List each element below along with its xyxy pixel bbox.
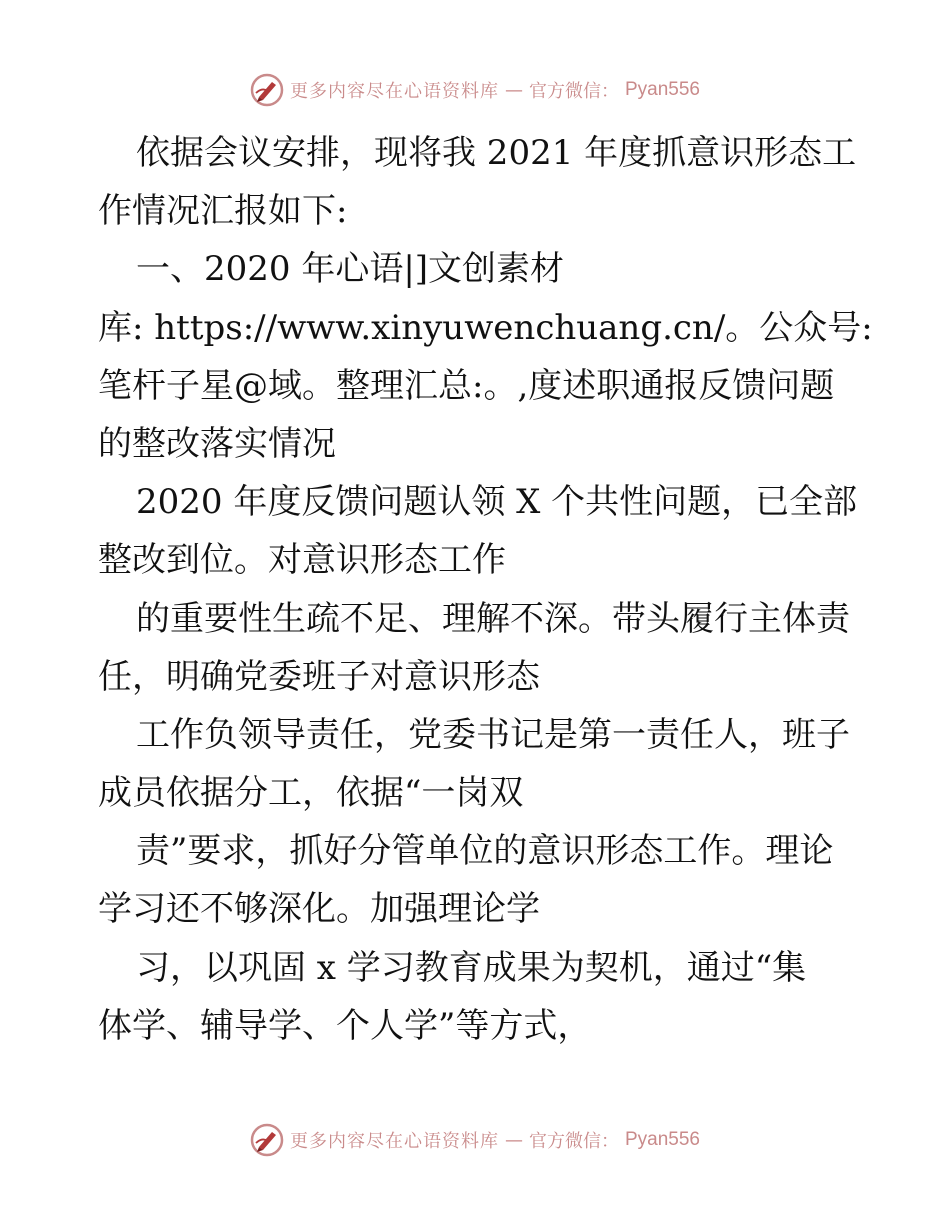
section-heading-line: 一、2020 年心语|]文创素材 — [136, 249, 565, 290]
paragraph-line: 习，以巩固 x 学习教育成果为契机，通过“集 — [136, 947, 807, 988]
paragraph-line: 工作负领导责任，党委书记是第一责任人，班子 — [136, 714, 850, 755]
header-watermark — [0, 70, 950, 110]
watermark-brand-text: 更多内容尽在心语资料库 — [289, 81, 499, 102]
watermark-brand-text: 更多内容尽在心语资料库 — [289, 1131, 499, 1152]
watermark-dash: — — [504, 79, 523, 101]
paragraph-line: 任，明确党委班子对意识形态 — [98, 656, 540, 697]
paragraph-line: 作情况汇报如下: — [98, 191, 348, 232]
url-line: 库: https://www.xinyuwenchuang.cn/。公众号: — [98, 307, 873, 348]
footer-watermark — [0, 1120, 950, 1160]
paragraph-line: 成员依据分工，依据“一岗双 — [98, 773, 524, 814]
paragraph-line: 依据会议安排，现将我 2021 年度抓意识形态工 — [136, 133, 857, 173]
brush-pen-logo-icon — [250, 1123, 284, 1157]
watermark-code: Pyan556 — [624, 79, 700, 100]
paragraph-line: 体学、辅导学、个人学”等方式， — [98, 1005, 592, 1046]
paragraph-line: 的整改落实情况 — [98, 423, 336, 464]
paragraph-line: 笔杆子星@域。整理汇总:。,度述职通报反馈问题 — [98, 365, 835, 406]
paragraph-line: 责”要求，抓好分管单位的意识形态工作。理论 — [136, 831, 834, 872]
watermark-dash: — — [504, 1129, 523, 1151]
watermark-code: Pyan556 — [624, 1129, 700, 1150]
paragraph-line: 的重要性生疏不足、理解不深。带头履行主体责 — [136, 598, 850, 639]
watermark-label: 官方微信： — [528, 1131, 619, 1152]
brush-pen-logo-icon — [250, 73, 284, 107]
paragraph-line: 整改到位。对意识形态工作 — [98, 540, 506, 581]
document-body — [98, 124, 873, 1055]
watermark-label: 官方微信： — [528, 81, 619, 102]
paragraph-line: 2020 年度反馈问题认领 X 个共性问题，已全部 — [136, 482, 858, 523]
paragraph-line: 学习还不够深化。加强理论学 — [98, 889, 540, 930]
